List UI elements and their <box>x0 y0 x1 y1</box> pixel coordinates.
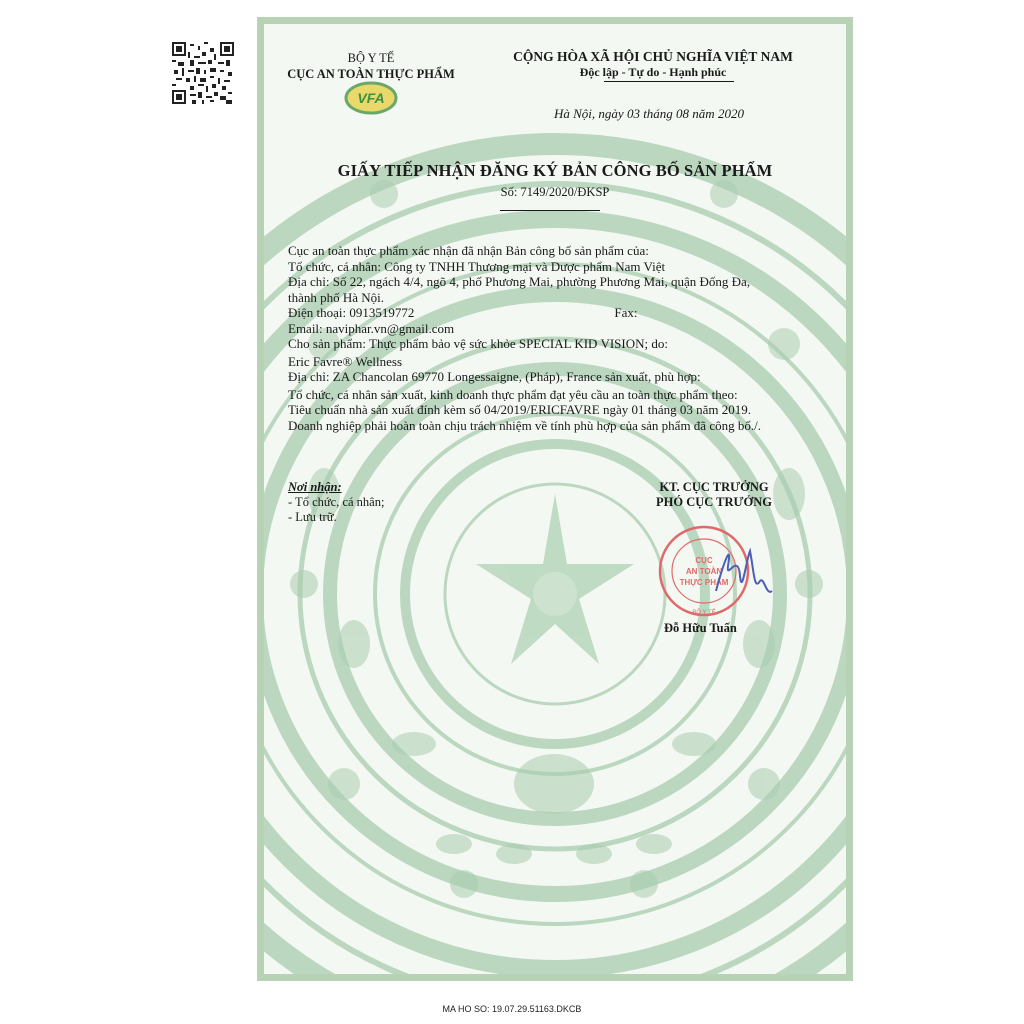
phone-fax-row <box>288 305 828 321</box>
body-line: Địa chỉ: Số 22, ngách 4/4, ngõ 4, phố Phương Mai, phường Phương Mai, quận Đống Đa, <box>288 274 751 289</box>
body-line: Email: naviphar.vn@gmail.com <box>288 320 455 336</box>
body-line: Doanh nghiệp phải hoàn toàn chịu trách nhiệm về tính phù hợp của sản phẩm đã công bố./. <box>288 417 761 433</box>
phone-line: Điện thoại: 0913519772 <box>288 305 415 320</box>
vfa-logo <box>344 81 398 120</box>
official-stamp <box>654 521 804 626</box>
recipient-item: - Tổ chức, cá nhân; <box>288 495 385 509</box>
signatory-line1: KT. CỤC TRƯỞNG <box>659 480 769 494</box>
dossier-code: MA HO SO: 19.07.29.51163.DKCB <box>442 1004 582 1014</box>
national-motto: Độc lập - Tự do - Hạnh phúc <box>579 65 727 79</box>
body-line: Tiêu chuẩn nhà sản xuất đính kèm số 04/2019/ERICFAVRE ngày 01 tháng 03 năm 2019. <box>288 402 752 417</box>
qr-code <box>172 42 234 104</box>
issue-date: Hà Nội, ngày 03 tháng 08 năm 2020 <box>554 106 744 121</box>
certificate-document <box>257 17 853 981</box>
stamp-ring-text: BỘ Y TẾ <box>692 610 716 616</box>
ministry-name: BỘ Y TẾ <box>347 51 395 65</box>
document-body <box>288 243 828 433</box>
motto-underline <box>604 81 734 82</box>
signatory-line2: PHÓ CỤC TRƯỞNG <box>656 495 772 509</box>
document-number: Số: 7149/2020/ĐKSP <box>500 185 610 199</box>
body-line: Cục an toàn thực phẩm xác nhận đã nhận Bản công bố sản phẩm của: <box>288 243 649 258</box>
body-line: Tổ chức, cá nhân: Công ty TNHH Thương mại và Dược phẩm Nam Việt <box>288 258 666 274</box>
vfa-logo-text: VFA <box>357 90 385 106</box>
body-line: thành phố Hà Nội. <box>288 289 385 305</box>
fax-label: Fax: <box>614 305 638 320</box>
signatory-title <box>594 480 834 510</box>
body-line: Địa chỉ: ZA Chancolan 69770 Longessaigne, (Pháp), France sản xuất, phù hợp: <box>288 369 701 384</box>
agency-name: CỤC AN TOÀN THỰC PHẨM <box>287 67 455 81</box>
stamp-text-3: THỰC PHẨM <box>679 578 729 587</box>
recipients-heading: Nơi nhận: <box>288 480 342 494</box>
stamp-text-2: AN TOÀN <box>685 567 723 576</box>
stamp-text-1: CỤC <box>695 556 713 565</box>
body-line: Cho sản phẩm: Thực phẩm bảo vệ sức khỏe SPECIAL KID VISION; do: <box>288 336 668 351</box>
signatory-name: Đỗ Hữu Tuấn <box>664 621 737 635</box>
document-title: GIẤY TIẾP NHẬN ĐĂNG KÝ BẢN CÔNG BỐ SẢN PHẨM <box>337 161 773 180</box>
title-divider <box>500 210 600 211</box>
recipient-item: - Lưu trữ. <box>288 510 337 524</box>
body-line: Tổ chức, cá nhân sản xuất, kinh doanh thực phẩm đạt yêu cầu an toàn thực phẩm theo: <box>288 386 738 402</box>
recipients-block <box>288 480 384 525</box>
country-name: CỘNG HÒA XÃ HỘI CHỦ NGHĨA VIỆT NAM <box>513 49 793 64</box>
body-line: Eric Favre® Wellness <box>288 353 403 369</box>
